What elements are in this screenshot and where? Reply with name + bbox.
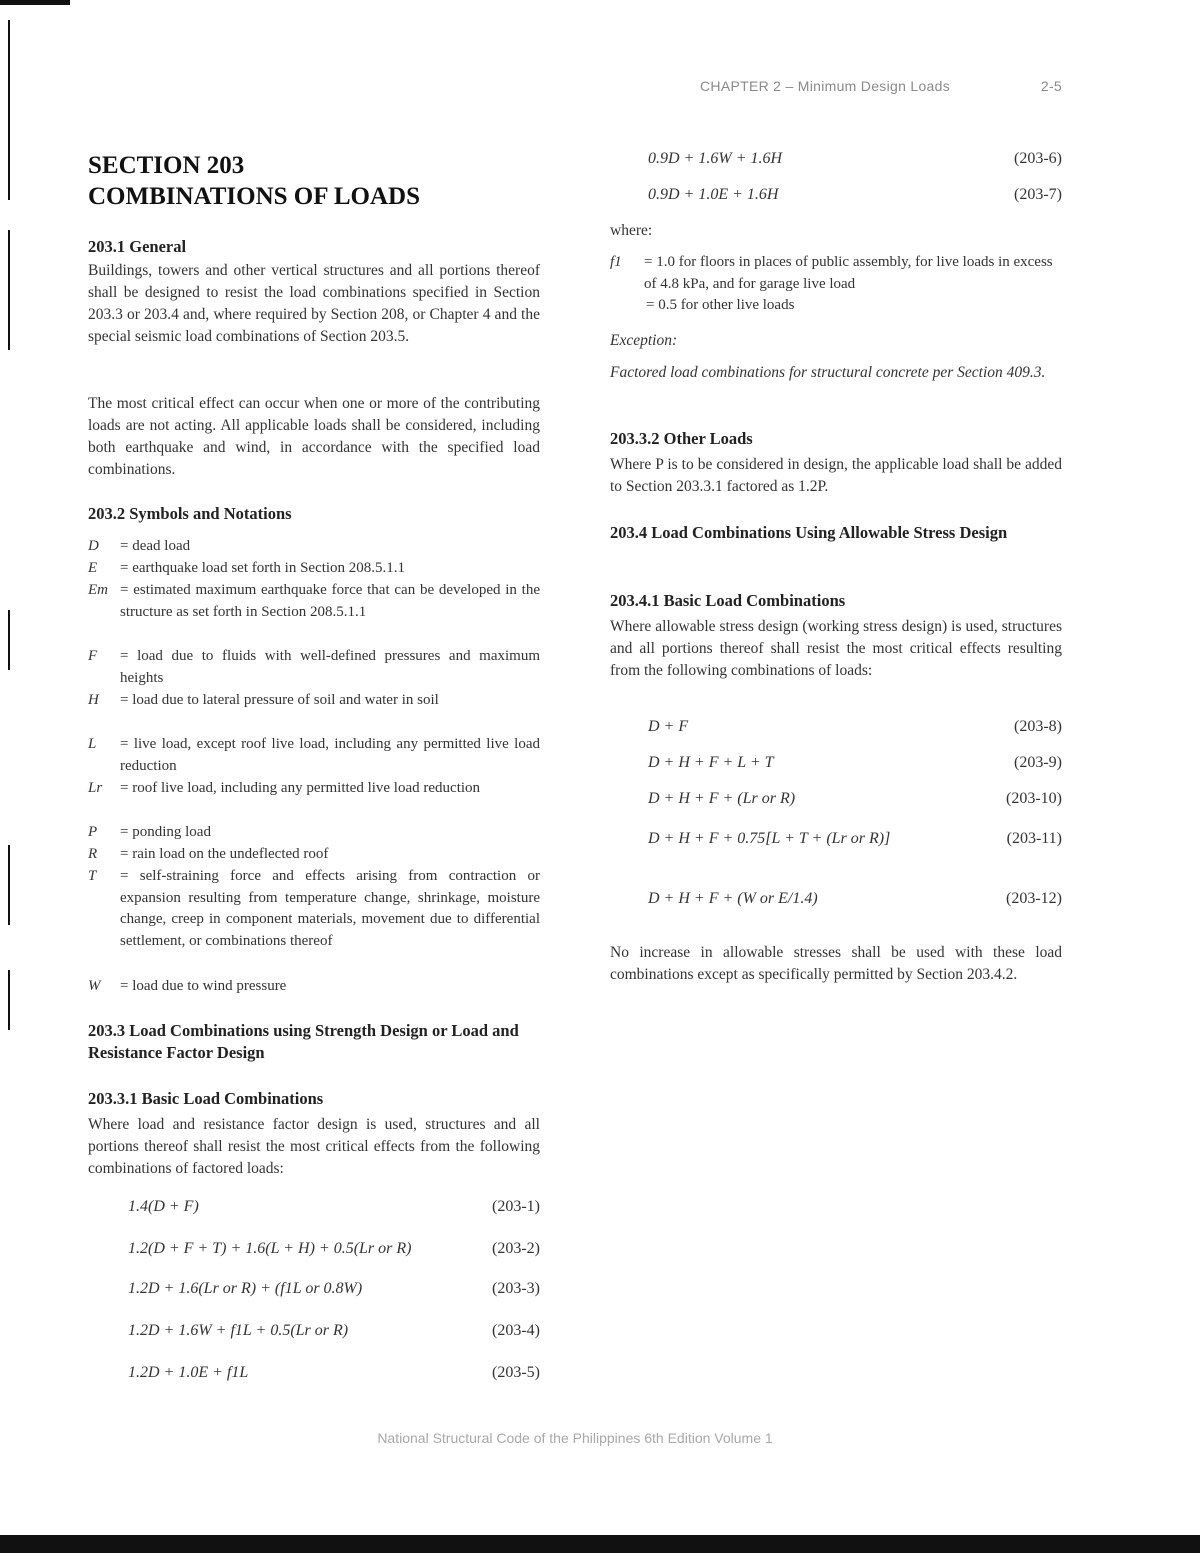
heading-203-3: 203.3 Load Combinations using Strength Design or Load and Resistance Factor Design	[88, 1021, 519, 1062]
symbol-row: H = load due to lateral pressure of soil and water in soil	[88, 692, 439, 708]
scan-edge-left	[0, 0, 14, 1553]
f1-symbol: f1	[610, 254, 622, 270]
heading-203-3-2: 203.3.2 Other Loads	[610, 429, 753, 448]
heading-203-3-1: 203.3.1 Basic Load Combinations	[88, 1089, 324, 1108]
symbol-row: E = earthquake load set forth in Section 208.5.1.1	[88, 560, 406, 576]
section-title: SECTION 203 COMBINATIONS OF LOADS	[88, 152, 420, 210]
symbol-row: W = load due to wind pressure	[88, 978, 287, 994]
heading-203-4: 203.4 Load Combinations Using Allowable Stress Design	[610, 523, 1008, 542]
running-header	[700, 78, 1062, 94]
page-number: 2-5	[1040, 78, 1062, 94]
scan-corner-mark	[0, 0, 70, 15]
general-paragraph-2: The most critical effect can occur when one or more of the contributing loads are not acting. All applicable loads shall be considered, including both earthquake and wind, in accordance with the specified load combinations.	[88, 395, 540, 478]
heading-203-4-1: 203.4.1 Basic Load Combinations	[610, 591, 846, 610]
symbol-row: L = live load, except roof live load, including any permitted live load reduction	[88, 736, 540, 774]
other-loads-paragraph: Where P is to be considered in design, the applicable load shall be added to Section 203.3.1 factored as 1.2P.	[610, 456, 1062, 495]
basic-combinations-paragraph: Where load and resistance factor design is used, structures and all portions thereof shall resist the most critical effects from the following combinations of factored loads:	[88, 1116, 540, 1177]
asd-paragraph: Where allowable stress design (working stress design) is used, structures and all portions thereof shall resist the most critical effects resulting from the following combinations of loads:	[610, 618, 1062, 679]
symbol-row: D = dead load	[88, 538, 191, 554]
f1-definition: f1 = 1.0 for floors in places of public assembly, for live loads in excess of 4.8 kPa, and for garage live load = 0.5 for other live loads	[610, 254, 1053, 313]
heading-203-2: 203.2 Symbols and Notations	[88, 504, 292, 523]
symbol-row: F = load due to fluids with well-defined pressures and maximum heights	[88, 648, 540, 686]
symbol-row: T = self-straining force and effects arising from contraction or expansion resulting from temperature change, shrinkage, moisture change, creep in component materials, movement due to differential settlement, or combinations thereof	[88, 868, 540, 949]
no-increase-paragraph: No increase in allowable stresses shall be used with these load combinations except as specifically permitted by Section 203.4.2.	[610, 944, 1062, 983]
general-paragraph-1: Buildings, towers and other vertical structures and all portions thereof shall be designed to resist the load combinations specified in Section 203.3 or 203.4 and, where required by Section 208, or Chapter 4 and the special seismic load combinations of Section 203.5.	[88, 262, 540, 345]
symbol-row: Em = estimated maximum earthquake force that can be developed in the structure as set forth in Section 208.5.1.1	[88, 582, 540, 620]
heading-203-1: 203.1 General	[88, 237, 187, 256]
exception-text: Factored load combinations for structural concrete per Section 409.3.	[610, 364, 1046, 381]
chapter-title: CHAPTER 2 – Minimum Design Loads	[700, 78, 951, 94]
symbol-row: P = ponding load	[88, 824, 211, 840]
exception-label: Exception:	[610, 332, 678, 349]
symbol-row: Lr = roof live load, including any permitted live load reduction	[88, 780, 481, 796]
scan-bottom-bar	[0, 1535, 1200, 1553]
where-label: where:	[610, 222, 653, 239]
running-footer: National Structural Code of the Philippines 6th Edition Volume 1	[377, 1430, 773, 1446]
symbol-row: R = rain load on the undeflected roof	[88, 846, 329, 862]
